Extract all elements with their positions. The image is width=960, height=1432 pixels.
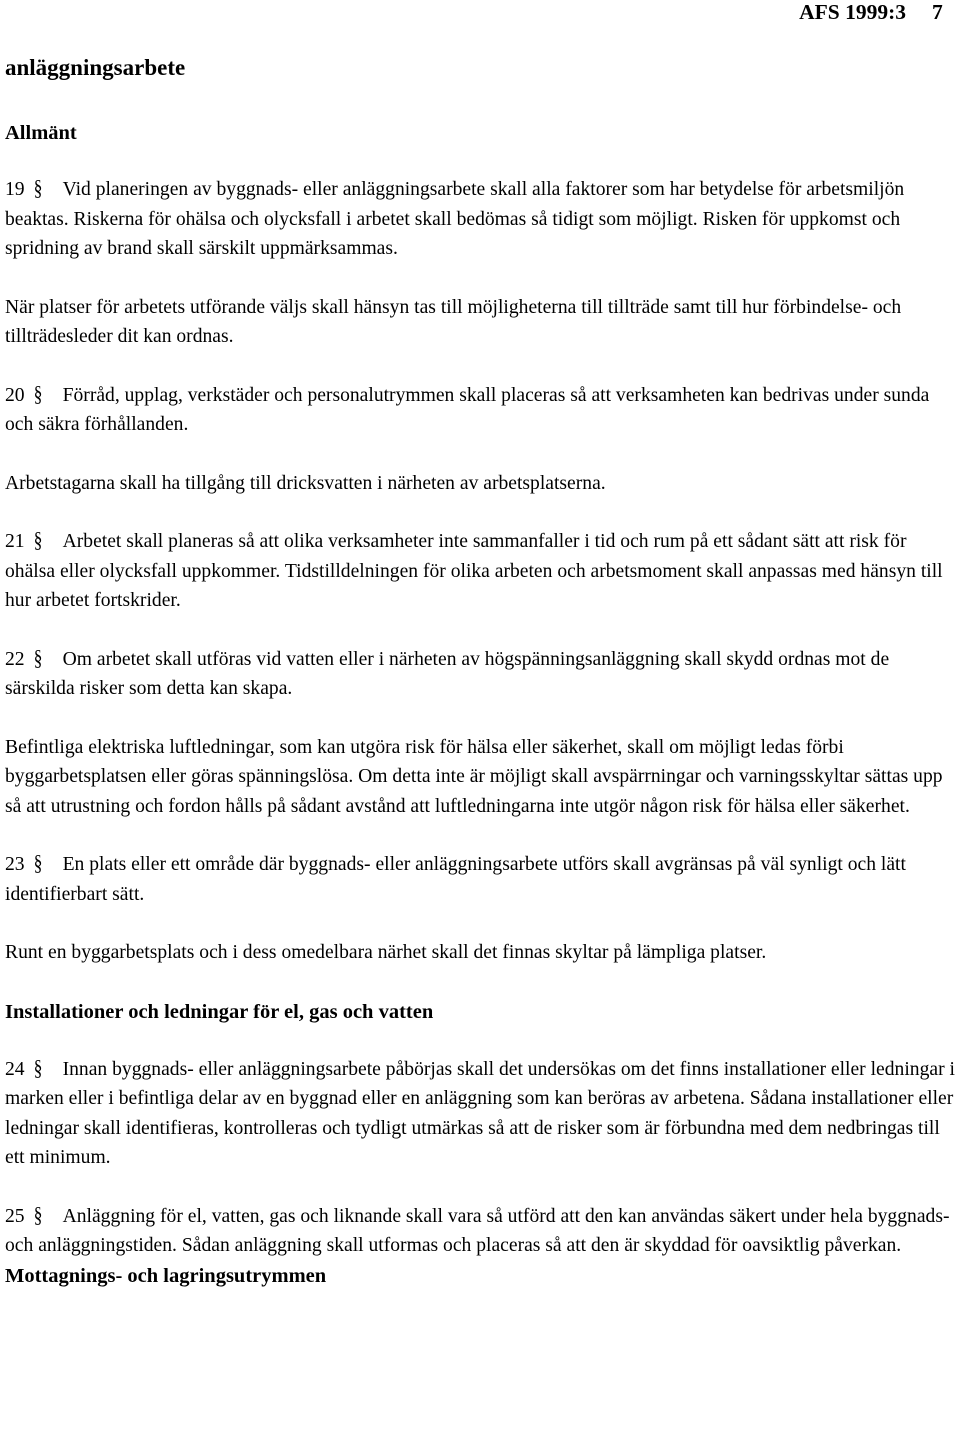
paragraph-23	[5, 850, 957, 909]
section-sign-icon: §	[33, 1054, 42, 1080]
paragraph-number: 24	[5, 1058, 25, 1080]
paragraph-number: 19	[5, 179, 25, 200]
paragraph-text: Förråd, upplag, verkstäder och personalutrymmen skall placeras så att verksamheten kan bedrivas under sunda och säkra förhållanden.	[5, 384, 930, 435]
subheading-mottagning: Mottagnings- och lagringsutrymmen	[5, 1264, 327, 1287]
paragraph-number: 21	[5, 531, 25, 552]
paragraph-text: Innan byggnads- eller anläggningsarbete påbörjas skall det undersökas om det finns installationer eller ledningar i marken eller i befintliga delar av en byggnad eller en anläggning som kan beröras av arbetena. Sådana installationer eller ledningar skall identifieras, kontrolleras och tydligt utmärkas så att de risker som är förbundna med dem nedbringas till ett minimum.	[5, 1058, 955, 1168]
paragraph-20	[5, 381, 957, 440]
paragraph-text: Runt en byggarbetsplats och i dess omedelbara närhet skall det finnas skyltar på lämpliga platser.	[5, 942, 767, 963]
paragraph-21	[5, 527, 957, 616]
paragraph-text: Vid planeringen av byggnads- eller anläggningsarbete skall alla faktorer som har betydelse för arbetsmiljön beaktas. Riskerna för ohälsa och olycksfall i arbetet skall bedömas så tidigt som möjligt. Risken för uppkomst och spridning av brand skall särskilt uppmärksammas.	[5, 179, 905, 259]
paragraph-20-continued	[5, 469, 957, 499]
paragraph-text: En plats eller ett område där byggnads- eller anläggningsarbete utförs skall avgränsas på väl synligt och lätt identifierbart sätt.	[5, 854, 906, 905]
paragraph-text: Anläggning för el, vatten, gas och liknande skall vara så utförd att den kan användas säkert under hela byggnads- och anläggningstiden. Sådan anläggning skall utformas och placeras så att den är skyddad för oavsiktlig påverkan.	[5, 1205, 950, 1256]
section-title: anläggningsarbete	[5, 55, 186, 80]
section-sign-icon: §	[33, 380, 42, 406]
paragraph-number: 22	[5, 648, 25, 670]
paragraph-23-continued	[5, 938, 957, 968]
paragraph-text: När platser för arbetets utförande väljs skall hänsyn tas till möjligheterna till tillträde samt till hur förbindelse- och tillträdesleder dit kan ordnas.	[5, 296, 902, 347]
paragraph-text: Arbetet skall planeras så att olika verksamheter inte sammanfaller i tid och rum på ett sådant sätt att risk för ohälsa eller olycksfall uppkommer. Tidstilldelningen för olika arbeten och arbetsmoment skall anpassas med hänsyn till hur arbetet fortskrider.	[5, 531, 943, 611]
paragraph-25	[5, 1202, 957, 1261]
paragraph-22	[5, 645, 957, 704]
paragraph-text: Om arbetet skall utföras vid vatten eller i närheten av högspänningsanläggning skall skydd ordnas mot de särskilda risker som detta kan skapa.	[5, 648, 890, 699]
page-header	[560, 0, 960, 26]
document-id: AFS 1999:3	[799, 0, 906, 24]
paragraph-19-continued	[5, 293, 957, 352]
paragraph-number: 25	[5, 1205, 25, 1227]
paragraph-19	[5, 175, 957, 264]
paragraph-text: Befintliga elektriska luftledningar, som kan utgöra risk för hälsa eller säkerhet, skall om möjligt ledas förbi byggarbetsplatsen eller göras spänningslösa. Om detta inte är möjligt skall avspärrningar och varningsskyltar sättas upp så att utrustning och fordon hålls på sådant avstånd att luftledningarna inte utgör någon risk för hälsa eller säkerhet.	[5, 736, 943, 817]
section-sign-icon: §	[33, 175, 42, 200]
section-sign-icon: §	[33, 1201, 42, 1227]
paragraph-number: 20	[5, 384, 25, 406]
paragraph-22-continued	[5, 733, 957, 822]
section-sign-icon: §	[33, 644, 42, 670]
document-body	[5, 118, 957, 1291]
page-number: 7	[932, 0, 943, 24]
subheading-allmant: Allmänt	[5, 122, 77, 144]
paragraph-text: Arbetstagarna skall ha tillgång till dricksvatten i närheten av arbetsplatserna.	[5, 472, 606, 494]
section-sign-icon: §	[33, 850, 42, 875]
paragraph-number: 23	[5, 854, 25, 875]
paragraph-24	[5, 1055, 957, 1173]
subheading-installationer: Installationer och ledningar för el, gas och vatten	[5, 1000, 434, 1023]
section-sign-icon: §	[33, 527, 42, 552]
